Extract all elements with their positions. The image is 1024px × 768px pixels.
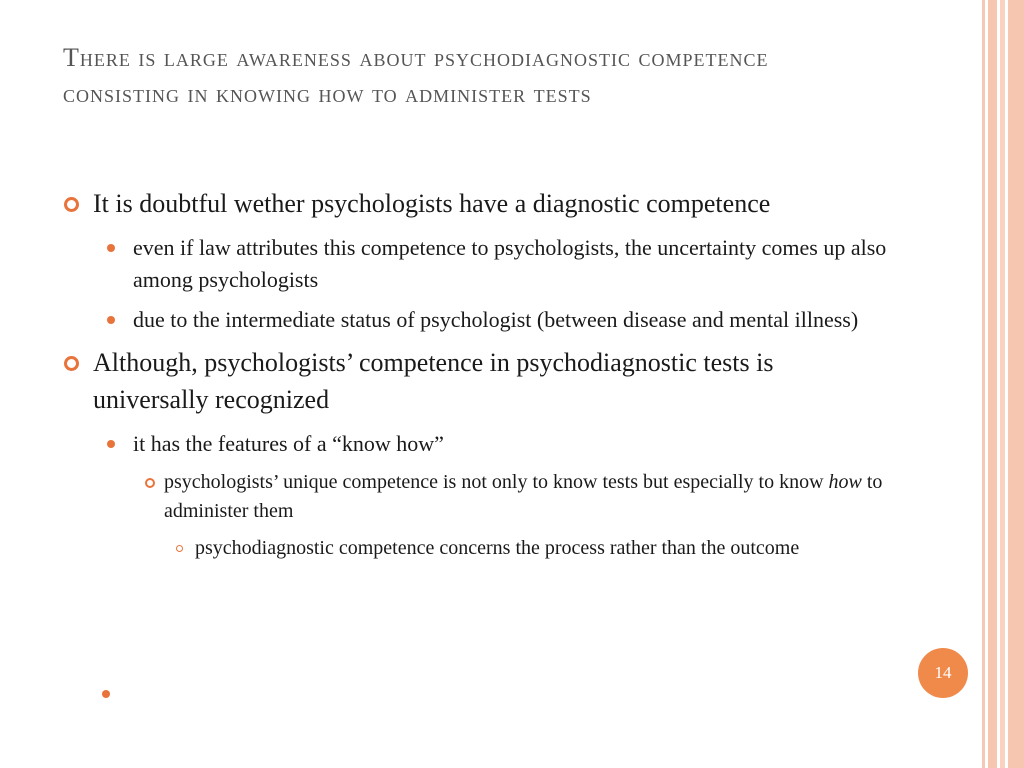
bullet-text-end: to administer them — [164, 471, 883, 522]
bullet-text-emphasis: how — [828, 471, 862, 493]
bullet-text: it has the features of a “know how” — [133, 431, 444, 456]
bullet-text: Although, psychologists’ competence in psychodiagnostic tests is universally recognized — [93, 348, 774, 414]
decor-stripe — [982, 0, 985, 768]
bullet-level2 — [105, 304, 892, 336]
bullet-level4 — [174, 534, 892, 563]
bullet-level2 — [105, 232, 892, 296]
bullet-text-start: psychologists’ unique competence is not only to know tests but especially to know — [164, 471, 829, 493]
bullet-level2 — [105, 428, 892, 460]
ring-bullet-icon — [145, 478, 155, 488]
bullet-text: It is doubtful wether psychologists have a diagnostic competence — [93, 189, 771, 218]
bullet-text: even if law attributes this competence to psychologists, the uncertainty comes up also among psychologists — [133, 235, 887, 292]
slide-body — [62, 185, 892, 571]
slide-title: There is large awareness about psychodiagnostic competence consisting in knowing how to administer tests — [63, 43, 769, 108]
page-number-badge: 14 — [918, 648, 968, 698]
ring-bullet-icon — [64, 356, 79, 371]
decor-stripe — [1008, 0, 1024, 768]
empty-dot-bullet-icon — [102, 690, 110, 698]
small-ring-bullet-icon — [176, 545, 183, 552]
dot-bullet-icon — [107, 440, 115, 448]
dot-bullet-icon — [107, 316, 115, 324]
bullet-text: due to the intermediate status of psychologist (between disease and mental illness) — [133, 307, 859, 332]
bullet-level1 — [62, 185, 892, 222]
bullet-level1 — [62, 344, 892, 418]
decor-stripe — [1000, 0, 1005, 768]
dot-bullet-icon — [107, 244, 115, 252]
bullet-text: psychodiagnostic competence concerns the process rather than the outcome — [195, 537, 800, 559]
decor-stripe — [988, 0, 997, 768]
ring-bullet-icon — [64, 197, 79, 212]
bullet-level3 — [144, 468, 892, 526]
